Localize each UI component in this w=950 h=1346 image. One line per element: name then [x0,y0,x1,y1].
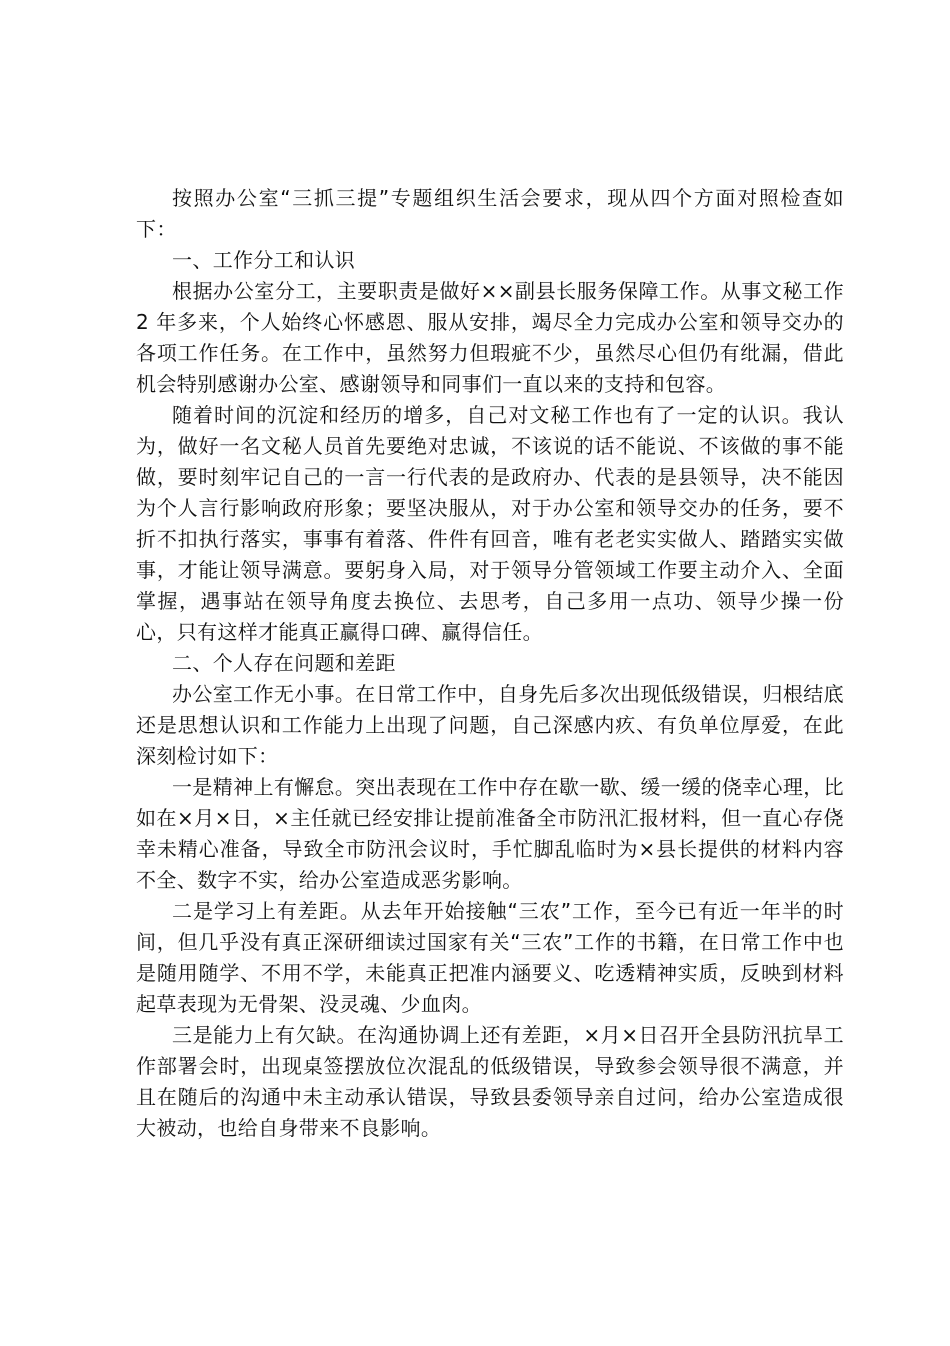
intro-paragraph: 按照办公室“三抓三提”专题组织生活会要求，现从四个方面对照检查如下： [136,186,844,241]
problems-intro-paragraph: 办公室工作无小事。在日常工作中，自身先后多次出现低级错误，归根结底还是思想认识和工作能力上出现了问题，自己深感内疚、有负单位厚爱，在此深刻检讨如下： [136,682,844,768]
section-heading-2: 二、个人存在问题和差距 [172,651,396,675]
section-heading-1: 一、工作分工和认识 [172,248,356,272]
problem-study-paragraph: 二是学习上有差距。从去年开始接触“三农”工作，至今已有近一年半的时间，但几乎没有真正深研细读过国家有关“三农”工作的书籍，在日常工作中也是随用随学、不用不学，未能真正把准内涵要义、吃透精神实质，反映到材料起草表现为无骨架、没灵魂、少血肉。 [136,899,844,1016]
problem-ability-paragraph: 三是能力上有欠缺。在沟通协调上还有差距，×月×日召开全县防汛抗旱工作部署会时，出现桌签摆放位次混乱的低级错误，导致参会领导很不满意，并且在随后的沟通中未主动承认错误，导致县委领导亲自过问，给办公室造成很大被动，也给自身带来不良影响。 [136,1023,844,1140]
problem-spirit-paragraph: 一是精神上有懈怠。突出表现在工作中存在歇一歇、缓一缓的侥幸心理，比如在×月×日，×主任就已经安排让提前准备全市防汛汇报材料，但一直心存侥幸未精心准备，导致全市防汛会议时，手忙脚乱临时为×县长提供的材料内容不全、数字不实，给办公室造成恶劣影响。 [136,775,844,892]
division-paragraph: 根据办公室分工，主要职责是做好××副县长服务保障工作。从事文秘工作 2 年多来，个人始终心怀感恩、服从安排，竭尽全力完成办公室和领导交办的各项工作任务。在工作中，虽然努力但瑕疵不少，虽然尽心但仍有纰漏，借此机会特别感谢办公室、感谢领导和同事们一直以来的支持和包容。 [136,279,844,396]
understanding-paragraph: 随着时间的沉淀和经历的增多，自己对文秘工作也有了一定的认识。我认为，做好一名文秘人员首先要绝对忠诚，不该说的话不能说、不该做的事不能做，要时刻牢记自己的一言一行代表的是政府办、代表的是县领导，决不能因为个人言行影响政府形象；要坚决服从，对于办公室和领导交办的任务，要不折不扣执行落实，事事有着落、件件有回音，唯有老老实实做人、踏踏实实做事，才能让领导满意。要躬身入局，对于领导分管领域工作要主动介入、全面掌握，遇事站在领导角度去换位、去思考，自己多用一点功、领导少操一份心，只有这样才能真正赢得口碑、赢得信任。 [136,403,844,644]
document-body [136,183,844,1144]
